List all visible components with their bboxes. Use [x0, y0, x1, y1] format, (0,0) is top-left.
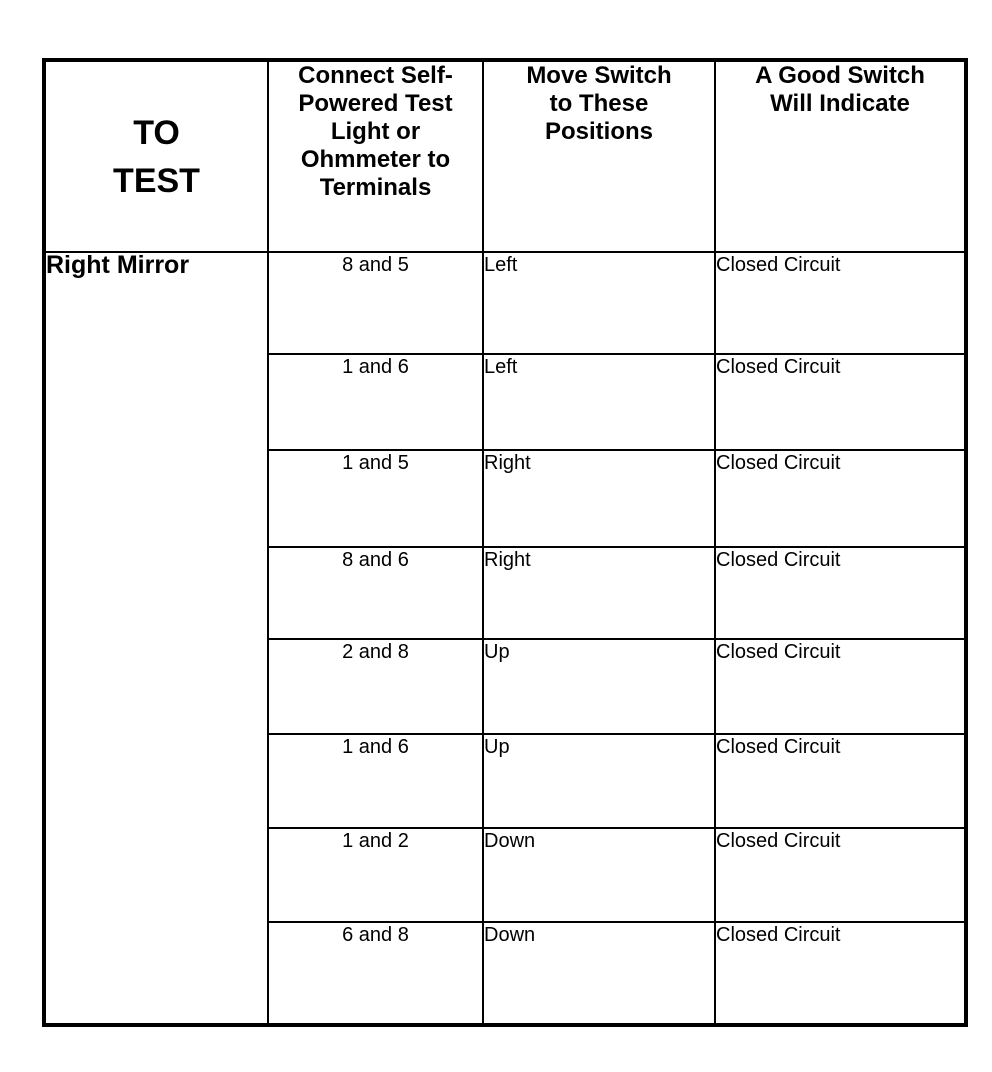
position-cell: Right — [483, 547, 715, 639]
result-cell: Closed Circuit — [715, 252, 966, 354]
position-cell: Right — [483, 450, 715, 546]
result-cell: Closed Circuit — [715, 922, 966, 1025]
terminals-cell: 1 and 2 — [268, 828, 483, 921]
test-item-cell: Right Mirror — [44, 252, 268, 1025]
header-good-switch-indicates: A Good Switch Will Indicate — [715, 60, 966, 252]
table-row — [44, 252, 966, 354]
terminals-cell: 2 and 8 — [268, 639, 483, 734]
position-cell: Left — [483, 354, 715, 450]
header-connect-terminals: Connect Self- Powered Test Light or Ohmmeter to Terminals — [268, 60, 483, 252]
result-cell: Closed Circuit — [715, 354, 966, 450]
position-cell: Up — [483, 639, 715, 734]
switch-test-table — [42, 58, 968, 1027]
terminals-cell: 8 and 6 — [268, 547, 483, 639]
terminals-cell: 6 and 8 — [268, 922, 483, 1025]
position-cell: Down — [483, 922, 715, 1025]
terminals-cell: 1 and 5 — [268, 450, 483, 546]
terminals-cell: 1 and 6 — [268, 354, 483, 450]
position-cell: Left — [483, 252, 715, 354]
result-cell: Closed Circuit — [715, 639, 966, 734]
terminals-cell: 1 and 6 — [268, 734, 483, 828]
header-move-switch: Move Switch to These Positions — [483, 60, 715, 252]
result-cell: Closed Circuit — [715, 734, 966, 828]
header-to-test: TO TEST — [44, 60, 268, 252]
position-cell: Down — [483, 828, 715, 921]
header-row — [44, 60, 966, 252]
position-cell: Up — [483, 734, 715, 828]
terminals-cell: 8 and 5 — [268, 252, 483, 354]
result-cell: Closed Circuit — [715, 450, 966, 546]
result-cell: Closed Circuit — [715, 547, 966, 639]
result-cell: Closed Circuit — [715, 828, 966, 921]
